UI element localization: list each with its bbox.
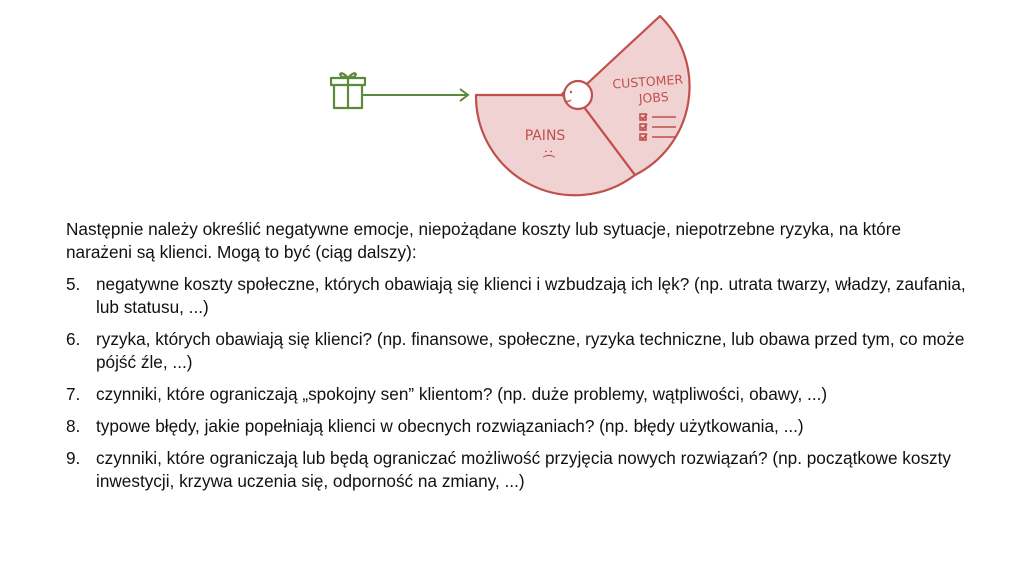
list-item	[66, 415, 966, 438]
sad-face-icon: :(	[541, 149, 556, 159]
list-item-text: typowe błędy, jakie popełniają klienci w obecnych rozwiązaniach? (np. błędy użytkowania, ...)	[96, 416, 804, 436]
list-item-text: ryzyka, których obawiają się klienci? (np. finansowe, społeczne, ryzyka techniczne, lub obawa przed tym, co może pójść źle, ...)	[96, 329, 965, 372]
list-item-number: 7.	[66, 384, 81, 404]
list-item-text: negatywne koszty społeczne, których obawiają się klienci i wzbudzają ich lęk? (np. utrata twarzy, władzy, zaufania, lub statusu, ...)	[96, 274, 966, 317]
pains-label: PAINS	[524, 128, 566, 144]
list-item	[66, 383, 966, 406]
list-item-text: czynniki, które ograniczają „spokojny sen” klientom? (np. duże problemy, wątpliwości, obawy, ...)	[96, 384, 828, 404]
pains-question-list	[66, 273, 966, 493]
slide-content	[66, 218, 966, 502]
list-item-number: 5.	[66, 274, 81, 294]
list-item-number: 6.	[66, 329, 81, 349]
customer-jobs-label-line1: CUSTOMER	[611, 71, 684, 92]
list-item	[66, 328, 966, 374]
intro-paragraph: Następnie należy określić negatywne emocje, niepożądane koszty lub sytuacje, niepotrzebne ryzyka, na które narażeni są klienci. Mogą to być (ciąg dalszy):	[66, 219, 902, 262]
gift-icon	[331, 73, 365, 108]
customer-profile-diagram	[318, 8, 718, 212]
customer-jobs-label-line2: JOBS	[638, 88, 670, 107]
list-item	[66, 273, 966, 319]
list-item-text: czynniki, które ograniczają lub będą ograniczać możliwość przyjęcia nowych rozwiązań? (np. początkowe koszty inwestycji, krzywa uczenia się, odporność na zmiany, ...)	[96, 448, 951, 491]
list-item-number: 8.	[66, 416, 81, 436]
list-item-number: 9.	[66, 448, 81, 468]
list-item	[66, 447, 966, 493]
